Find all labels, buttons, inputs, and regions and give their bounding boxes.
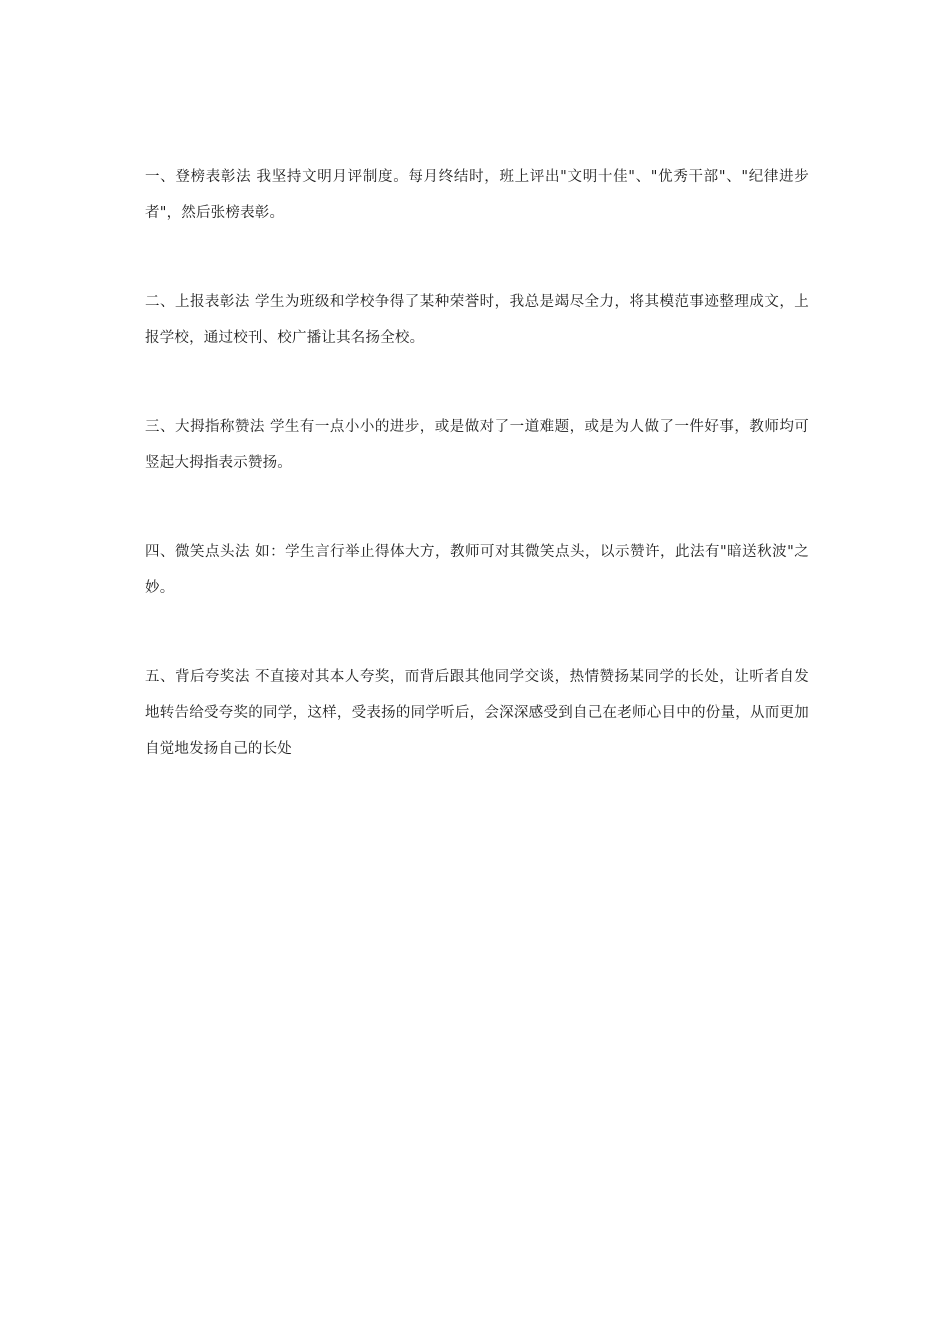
paragraph-5: 五、背后夸奖法 不直接对其本人夸奖，而背后跟其他同学交谈，热情赞扬某同学的长处，让听者自发地转告给受夸奖的同学，这样，受表扬的同学听后，会深深感受到自己在老师心目中的份量，从而更加自觉地发扬自己的长处 (145, 669, 809, 757)
paragraph-4: 四、微笑点头法 如：学生言行举止得体大方，教师可对其微笑点头，以示赞许，此法有"暗送秋波"之妙。 (145, 544, 809, 596)
paragraph-1: 一、登榜表彰法 我坚持文明月评制度。每月终结时，班上评出"文明十佳"、"优秀干部"、"纪律进步者"，然后张榜表彰。 (145, 169, 809, 221)
paragraph-2: 二、上报表彰法 学生为班级和学校争得了某种荣誉时，我总是竭尽全力，将其模范事迹整理成文，上报学校，通过校刊、校广播让其名扬全校。 (145, 294, 809, 346)
paragraph-3: 三、大拇指称赞法 学生有一点小小的进步，或是做对了一道难题，或是为人做了一件好事，教师均可竖起大拇指表示赞扬。 (145, 419, 809, 471)
document-body (145, 159, 809, 820)
